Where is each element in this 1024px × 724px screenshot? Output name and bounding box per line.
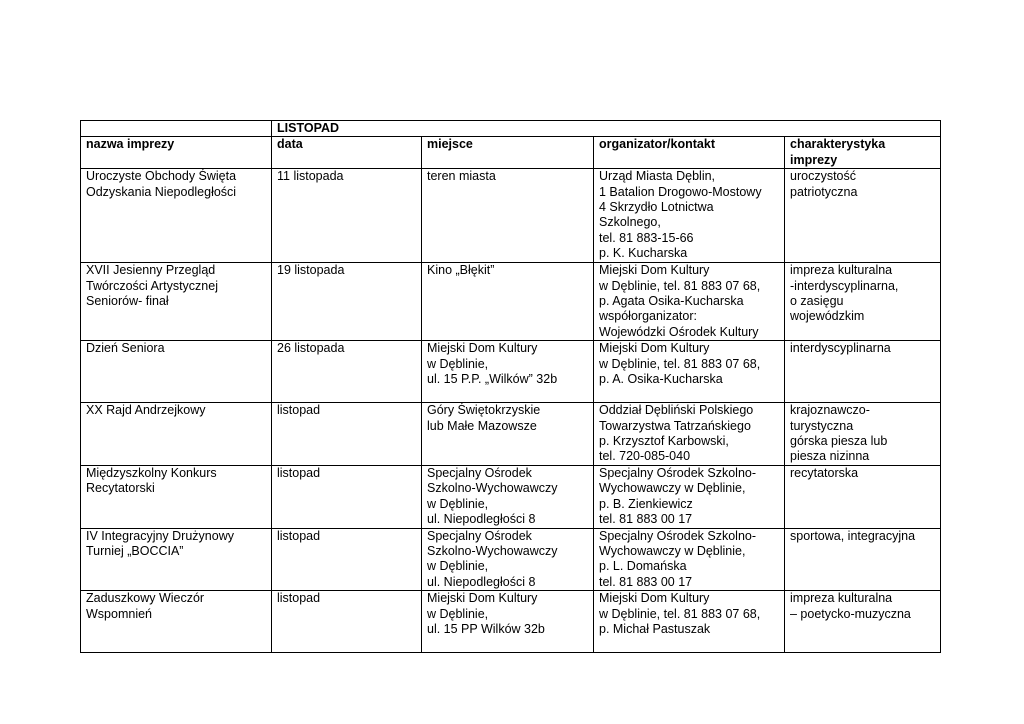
event-date-cell: listopad — [272, 465, 422, 528]
table-row — [81, 263, 941, 341]
table-row — [81, 591, 941, 653]
event-type-cell: recytatorska — [785, 465, 941, 528]
event-date-cell: 26 listopada — [272, 341, 422, 403]
event-type-cell: interdyscyplinarna — [785, 341, 941, 403]
header-organizer: organizator/kontakt — [594, 137, 785, 169]
event-place-cell: teren miasta — [422, 169, 594, 263]
event-place-cell: Góry Świętokrzyskie lub Małe Mazowsze — [422, 403, 594, 466]
event-type-cell: impreza kulturalna -interdyscyplinarna, o zasięgu wojewódzkim — [785, 263, 941, 341]
title-spacer-cell — [81, 121, 272, 137]
table-row — [81, 341, 941, 403]
table-row — [81, 403, 941, 466]
event-organizer-cell: Specjalny Ośrodek Szkolno- Wychowawczy w Dęblinie, p. B. Zienkiewicz tel. 81 883 00 17 — [594, 465, 785, 528]
event-name-cell: IV Integracyjny Drużynowy Turniej „BOCCIA” — [81, 528, 272, 591]
event-type-cell: krajoznawczo- turystyczna górska piesza lub piesza nizinna — [785, 403, 941, 466]
event-date-cell: 19 listopada — [272, 263, 422, 341]
event-name-cell: Międzyszkolny Konkurs Recytatorski — [81, 465, 272, 528]
event-place-cell: Specjalny Ośrodek Szkolno-Wychowawczy w Dęblinie, ul. Niepodległości 8 — [422, 465, 594, 528]
event-place-cell: Miejski Dom Kultury w Dęblinie, ul. 15 PP Wilków 32b — [422, 591, 594, 653]
event-place-cell: Kino „Błękit” — [422, 263, 594, 341]
table-row — [81, 528, 941, 591]
header-row — [81, 137, 941, 169]
header-name: nazwa imprezy — [81, 137, 272, 169]
events-table — [80, 120, 941, 653]
header-date: data — [272, 137, 422, 169]
title-row — [81, 121, 941, 137]
event-organizer-cell: Urząd Miasta Dęblin, 1 Batalion Drogowo-Mostowy 4 Skrzydło Lotnictwa Szkolnego, tel. 81 883-15-66 p. K. Kucharska — [594, 169, 785, 263]
event-name-cell: Uroczyste Obchody Święta Odzyskania Niepodległości — [81, 169, 272, 263]
event-date-cell: listopad — [272, 403, 422, 466]
event-type-cell: uroczystość patriotyczna — [785, 169, 941, 263]
event-date-cell: listopad — [272, 591, 422, 653]
event-organizer-cell: Miejski Dom Kultury w Dęblinie, tel. 81 883 07 68, p. Michał Pastuszak — [594, 591, 785, 653]
event-organizer-cell: Miejski Dom Kultury w Dęblinie, tel. 81 883 07 68, p. Agata Osika-Kucharska współorganizator: Wojewódzki Ośrodek Kultury — [594, 263, 785, 341]
event-name-cell: Zaduszkowy Wieczór Wspomnień — [81, 591, 272, 653]
event-organizer-cell: Oddział Dębliński Polskiego Towarzystwa Tatrzańskiego p. Krzysztof Karbowski, tel. 720-085-040 — [594, 403, 785, 466]
event-date-cell: 11 listopada — [272, 169, 422, 263]
event-type-cell: impreza kulturalna – poetycko-muzyczna — [785, 591, 941, 653]
event-date-cell: listopad — [272, 528, 422, 591]
header-type: charakterystyka imprezy — [785, 137, 941, 169]
month-title: LISTOPAD — [272, 121, 941, 137]
table-row — [81, 465, 941, 528]
event-name-cell: XVII Jesienny Przegląd Twórczości Artystycznej Seniorów- finał — [81, 263, 272, 341]
event-organizer-cell: Specjalny Ośrodek Szkolno- Wychowawczy w Dęblinie, p. L. Domańska tel. 81 883 00 17 — [594, 528, 785, 591]
event-place-cell: Miejski Dom Kultury w Dęblinie, ul. 15 P.P. „Wilków” 32b — [422, 341, 594, 403]
event-place-cell: Specjalny Ośrodek Szkolno-Wychowawczy w Dęblinie, ul. Niepodległości 8 — [422, 528, 594, 591]
event-type-cell: sportowa, integracyjna — [785, 528, 941, 591]
event-name-cell: Dzień Seniora — [81, 341, 272, 403]
event-organizer-cell: Miejski Dom Kultury w Dęblinie, tel. 81 883 07 68, p. A. Osika-Kucharska — [594, 341, 785, 403]
table-row — [81, 169, 941, 263]
event-name-cell: XX Rajd Andrzejkowy — [81, 403, 272, 466]
header-place: miejsce — [422, 137, 594, 169]
